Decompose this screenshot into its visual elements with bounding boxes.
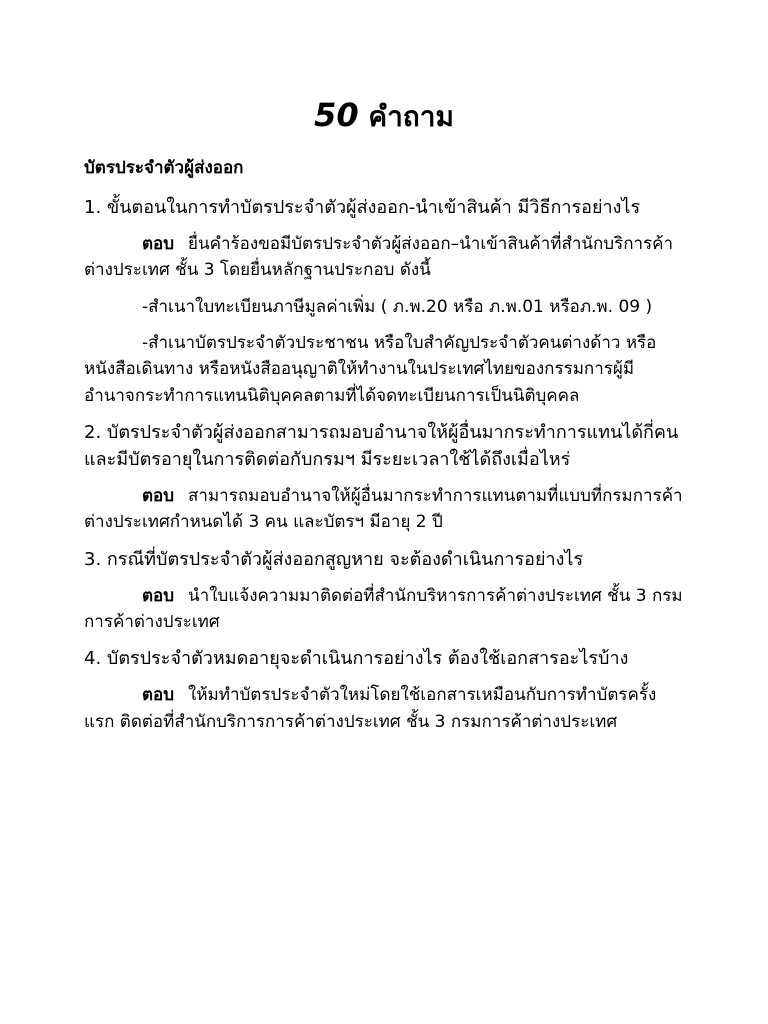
answer-label: ตอบ [142, 685, 175, 706]
answer-2 [84, 483, 684, 536]
answer-text: ยื่นคำร้องขอมีบัตรประจำตัวผู้ส่งออก–นำเข้าสินค้าที่สำนักบริการค้าต่างประเทศ ชั้น 3 โดยยื่นหลักฐานประกอบ ดังนี้ [84, 233, 674, 281]
answer-4 [84, 682, 684, 735]
answer-label: ตอบ [142, 485, 175, 506]
question-2: 2. บัตรประจำตัวผู้ส่งออกสามารถมอบอำนาจให้ผู้อื่นมากระทำการแทนได้กี่คน และมีบัตรอายุในการติดต่อกับกรมฯ มีระยะเวลาใช้ได้ถึงเมื่อไหร่ [84, 421, 679, 470]
answer-1-item-2: -สำเนาบัตรประจำตัวประชาชน หรือใบสำคัญประจำตัวคนต่างด้าว หรือหนังสือเดินทาง หรือหนังสืออนุญาติให้ทำงานในประเทศไทยของกรรมการผู้มีอำนาจกระทำการแทนนิติบุคคลตามที่ได้จดทะเบียนการเป็นนิติบุคคล [84, 332, 657, 406]
title-text: คำถาม [368, 100, 454, 133]
title-number: 50 [314, 96, 359, 134]
question-3: 3. กรณีที่บัตรประจำตัวผู้ส่งออกสูญหาย จะต้องดำเนินการอย่างไร [84, 548, 584, 570]
question-1: 1. ขั้นตอนในการทำบัตรประจำตัวผู้ส่งออก-นำเข้าสินค้า มีวิธีการอย่างไร [84, 196, 641, 218]
answer-1 [84, 231, 684, 284]
answer-3 [84, 583, 684, 636]
answer-label: ตอบ [142, 233, 175, 254]
answer-1-item-1: -สำเนาใบทะเบียนภาษีมูลค่าเพิ่ม ( ภ.พ.20 หรือ ภ.พ.01 หรือภ.พ. 09 ) [142, 296, 653, 317]
section-heading: บัตรประจำตัวผู้ส่งออก [84, 158, 244, 179]
answer-text: ให้มทำบัตรประจำตัวใหม่โดยใช้เอกสารเหมือนกับการทำบัตรครั้งแรก ติดต่อที่สำนักบริการการค้าต่างประเทศ ชั้น 3 กรมการค้าต่างประเทศ [84, 685, 657, 732]
page-title [84, 96, 684, 134]
answer-text: นำใบแจ้งความมาติดต่อที่สำนักบริหารการค้าต่างประเทศ ชั้น 3 กรมการค้าต่างประเทศ [84, 585, 683, 632]
answer-text: สามารถมอบอำนาจให้ผู้อื่นมากระทำการแทนตามที่แบบที่กรมการค้าต่างประเทศกำหนดได้ 3 คน และบัตรฯ มีอายุ 2 ปี [84, 485, 683, 533]
question-4: 4. บัตรประจำตัวหมดอายุจะดำเนินการอย่างไร ต้องใช้เอกสารอะไรบ้าง [84, 648, 629, 670]
answer-label: ตอบ [142, 585, 175, 606]
